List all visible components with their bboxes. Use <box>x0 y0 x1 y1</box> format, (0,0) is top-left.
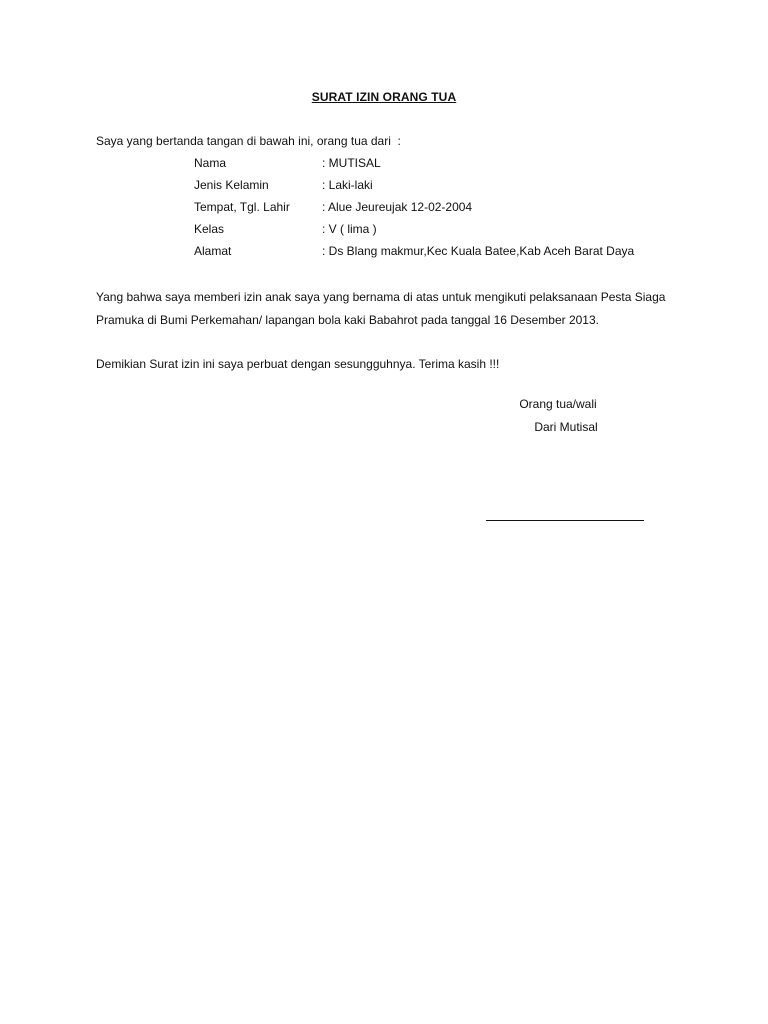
body-paragraph <box>96 286 696 332</box>
field-label-jenis-kelamin: Jenis Kelamin <box>194 178 269 192</box>
field-value-tempat-tgl-lahir: : Alue Jeureujak 12-02-2004 <box>322 200 473 214</box>
field-label-tempat-tgl-lahir: Tempat, Tgl. Lahir <box>194 200 290 214</box>
field-row-alamat <box>194 244 694 262</box>
letter-title: SURAT IZIN ORANG TUA <box>311 90 457 104</box>
field-row-tempat-tgl-lahir <box>194 200 694 218</box>
closing-paragraph: Demikian Surat izin ini saya perbuat dengan sesungguhnya. Terima kasih !!! <box>96 357 500 371</box>
body-line-1: Yang bahwa saya memberi izin anak saya yang bernama di atas untuk mengikuti pelaksanaan Pesta Siaga <box>96 290 666 304</box>
signature-role: Orang tua/wali <box>519 397 597 411</box>
field-value-kelas: : V ( lima ) <box>322 222 377 236</box>
body-line-2: Pramuka di Bumi Perkemahan/ lapangan bola kaki Babahrot pada tanggal 16 Desember 2013. <box>96 313 599 327</box>
field-row-jenis-kelamin <box>194 178 694 196</box>
field-label-kelas: Kelas <box>194 222 225 236</box>
intro-text: Saya yang bertanda tangan di bawah ini, orang tua dari : <box>96 134 401 148</box>
field-label-alamat: Alamat <box>194 244 232 258</box>
field-value-alamat: : Ds Blang makmur,Kec Kuala Batee,Kab Aceh Barat Daya <box>322 244 635 258</box>
field-label-nama: Nama <box>194 156 227 170</box>
field-value-jenis-kelamin: : Laki-laki <box>322 178 373 192</box>
field-value-nama: : MUTISAL <box>322 156 381 170</box>
signature-from: Dari Mutisal <box>534 420 598 434</box>
signature-line <box>486 520 644 521</box>
field-row-kelas <box>194 222 694 240</box>
field-row-nama <box>194 156 694 174</box>
